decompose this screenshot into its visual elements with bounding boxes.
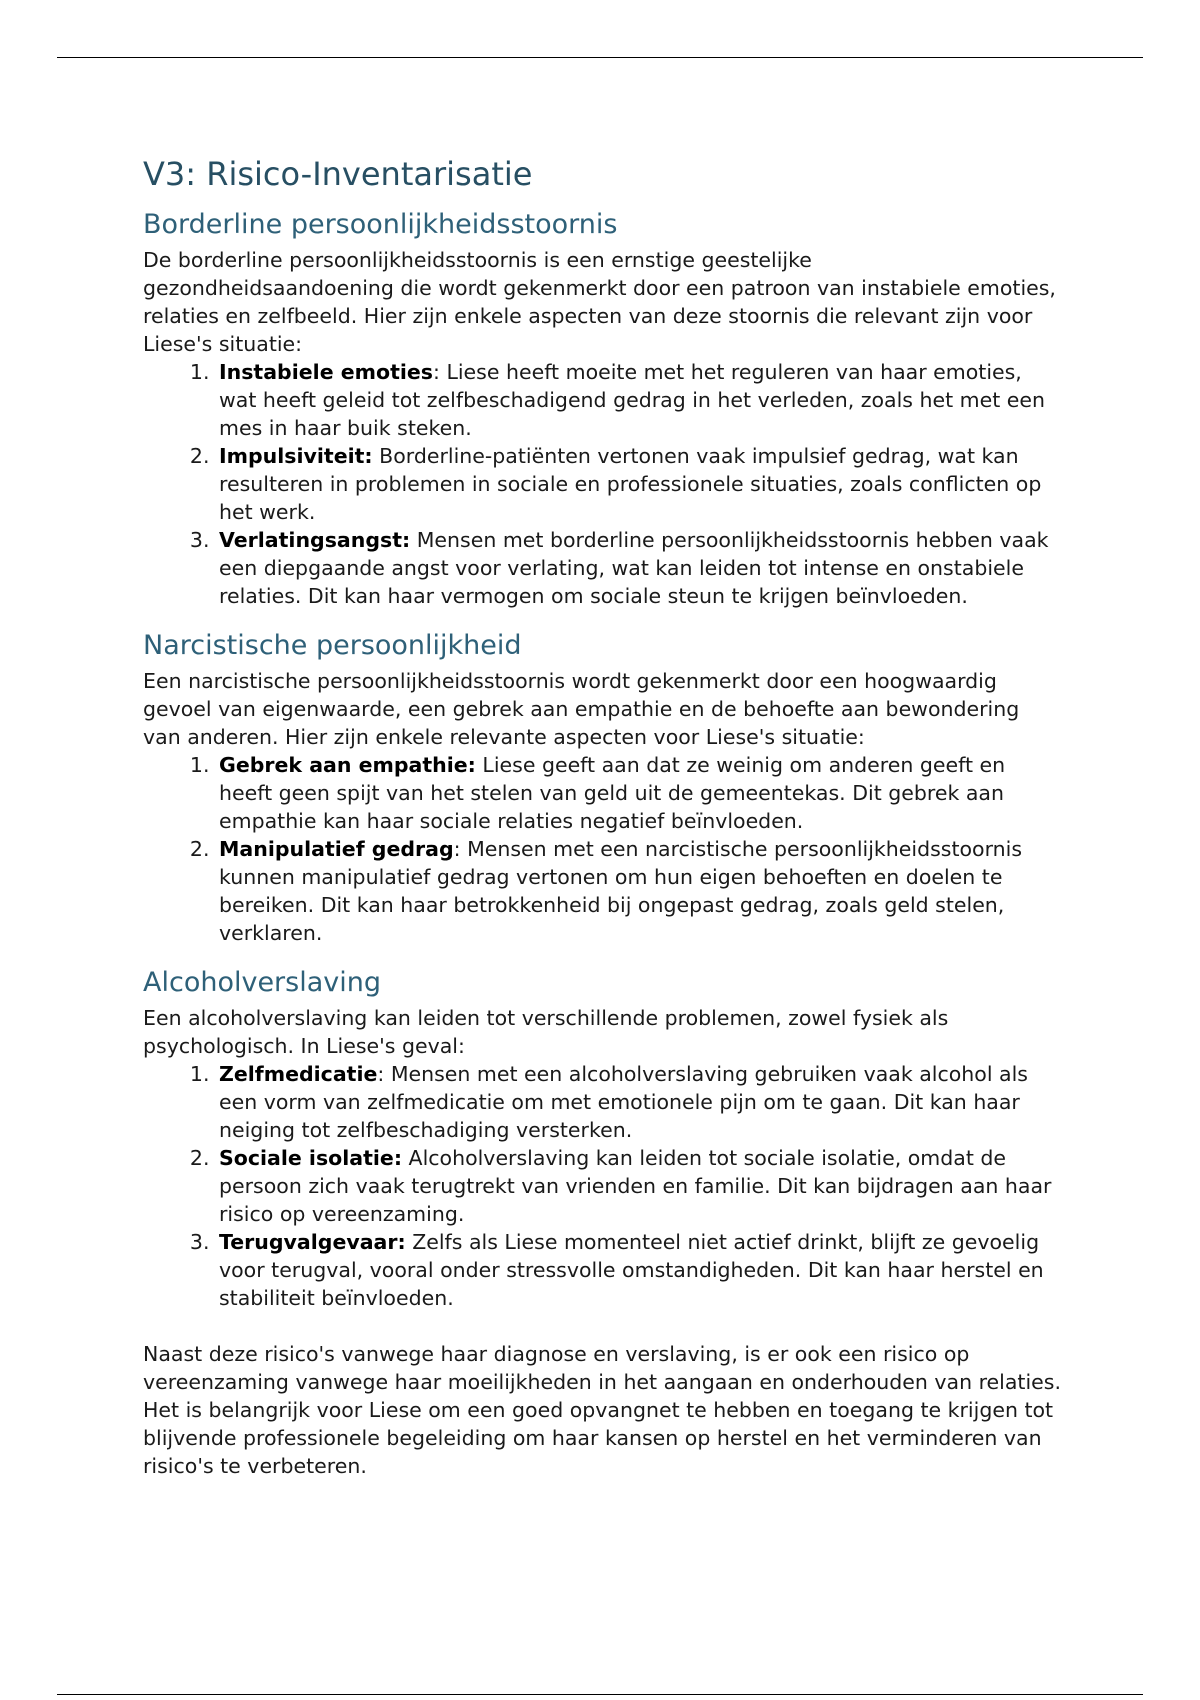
list-item-term: Manipulatief gedrag [219, 837, 454, 861]
list-item [216, 358, 1063, 442]
list-item-text: Liese geeft aan dat ze weinig om anderen geeft en heeft geen spijt van het stelen van geld uit de gemeentekas. Dit gebrek aan empathie kan haar sociale relaties negatief beïnvloeden. [219, 753, 1006, 833]
list-item-text: : Mensen met een narcistische persoonlijkheidsstoornis kunnen manipulatief gedrag vertonen om hun eigen behoeften en doelen te bereiken. Dit kan haar betrokkenheid bij ongepast gedrag, zoals geld stelen, verklaren. [219, 837, 1023, 945]
list-item-text: Alcoholverslaving kan leiden tot sociale isolatie, omdat de persoon zich vaak terugtrekt van vrienden en familie. Dit kan bijdragen aan haar risico op vereenzaming. [219, 1146, 1052, 1226]
section-borderline [143, 205, 1063, 610]
header-rule [57, 57, 1143, 58]
numbered-list [143, 751, 1063, 947]
list-item [216, 1144, 1063, 1228]
section-heading: Alcoholverslaving [143, 967, 382, 998]
list-item [216, 1228, 1063, 1312]
document-body [143, 152, 1063, 1480]
list-item-term: Terugvalgevaar: [219, 1230, 406, 1254]
list-item-term: Zelfmedicatie [219, 1062, 378, 1086]
list-item [216, 751, 1063, 835]
list-item-text: Borderline-patiënten vertonen vaak impulsief gedrag, wat kan resulteren in problemen in sociale en professionele situaties, zoals conflicten op het werk. [219, 444, 1042, 524]
list-item-text: Zelfs als Liese momenteel niet actief drinkt, blijft ze gevoelig voor terugval, vooral onder stressvolle omstandigheden. Dit kan haar herstel en stabiliteit beïnvloeden. [219, 1230, 1044, 1310]
list-item [216, 526, 1063, 610]
list-item-term: Instabiele emoties [219, 360, 434, 384]
list-item-term: Gebrek aan empathie: [219, 753, 476, 777]
section-heading: Narcistische persoonlijkheid [143, 630, 522, 661]
section-heading: Borderline persoonlijkheidsstoornis [143, 209, 618, 240]
list-item-term: Impulsiviteit: [219, 444, 373, 468]
list-item-text: : Liese heeft moeite met het reguleren van haar emoties, wat heeft geleid tot zelfbeschadigend gedrag in het verleden, zoals het met een mes in haar buik steken. [219, 360, 1045, 440]
numbered-list [143, 1060, 1063, 1312]
list-item-text: : Mensen met een alcoholverslaving gebruiken vaak alcohol als een vorm van zelfmedicatie om met emotionele pijn om te gaan. Dit kan haar neiging tot zelfbeschadiging versterken. [219, 1062, 1028, 1142]
list-item-text: Mensen met borderline persoonlijkheidsstoornis hebben vaak een diepgaande angst voor verlating, wat kan leiden tot intense en onstabiele relaties. Dit kan haar vermogen om sociale steun te krijgen beïnvloeden. [219, 528, 1049, 608]
list-item [216, 835, 1063, 947]
numbered-list [143, 358, 1063, 610]
section-narcistisch [143, 626, 1063, 947]
section-intro: Een narcistische persoonlijkheidsstoornis wordt gekenmerkt door een hoogwaardig gevoel van eigenwaarde, een gebrek aan empathie en de behoefte aan bewondering van anderen. Hier zijn enkele relevante aspecten voor Liese's situatie: [143, 669, 1020, 749]
list-item-term: Verlatingsangst: [219, 528, 411, 552]
list-item [216, 442, 1063, 526]
section-alcohol [143, 963, 1063, 1312]
list-item-term: Sociale isolatie: [219, 1146, 403, 1170]
conclusion-paragraph: Naast deze risico's vanwege haar diagnose en verslaving, is er ook een risico op vereenzaming vanwege haar moeilijkheden in het aangaan en onderhouden van relaties. Het is belangrijk voor Liese om een goed opvangnet te hebben en toegang te krijgen tot blijvende professionele begeleiding om haar kansen op herstel en het verminderen van risico's te verbeteren. [143, 1342, 1061, 1478]
section-intro: De borderline persoonlijkheidsstoornis is een ernstige geestelijke gezondheidsaandoening die wordt gekenmerkt door een patroon van instabiele emoties, relaties en zelfbeeld. Hier zijn enkele aspecten van deze stoornis die relevant zijn voor Liese's situatie: [143, 248, 1056, 356]
section-intro: Een alcoholverslaving kan leiden tot verschillende problemen, zowel fysiek als psychologisch. In Liese's geval: [143, 1006, 949, 1058]
list-item [216, 1060, 1063, 1144]
page-title: V3: Risico-Inventarisatie [143, 155, 533, 193]
footer-rule [57, 1694, 1143, 1695]
